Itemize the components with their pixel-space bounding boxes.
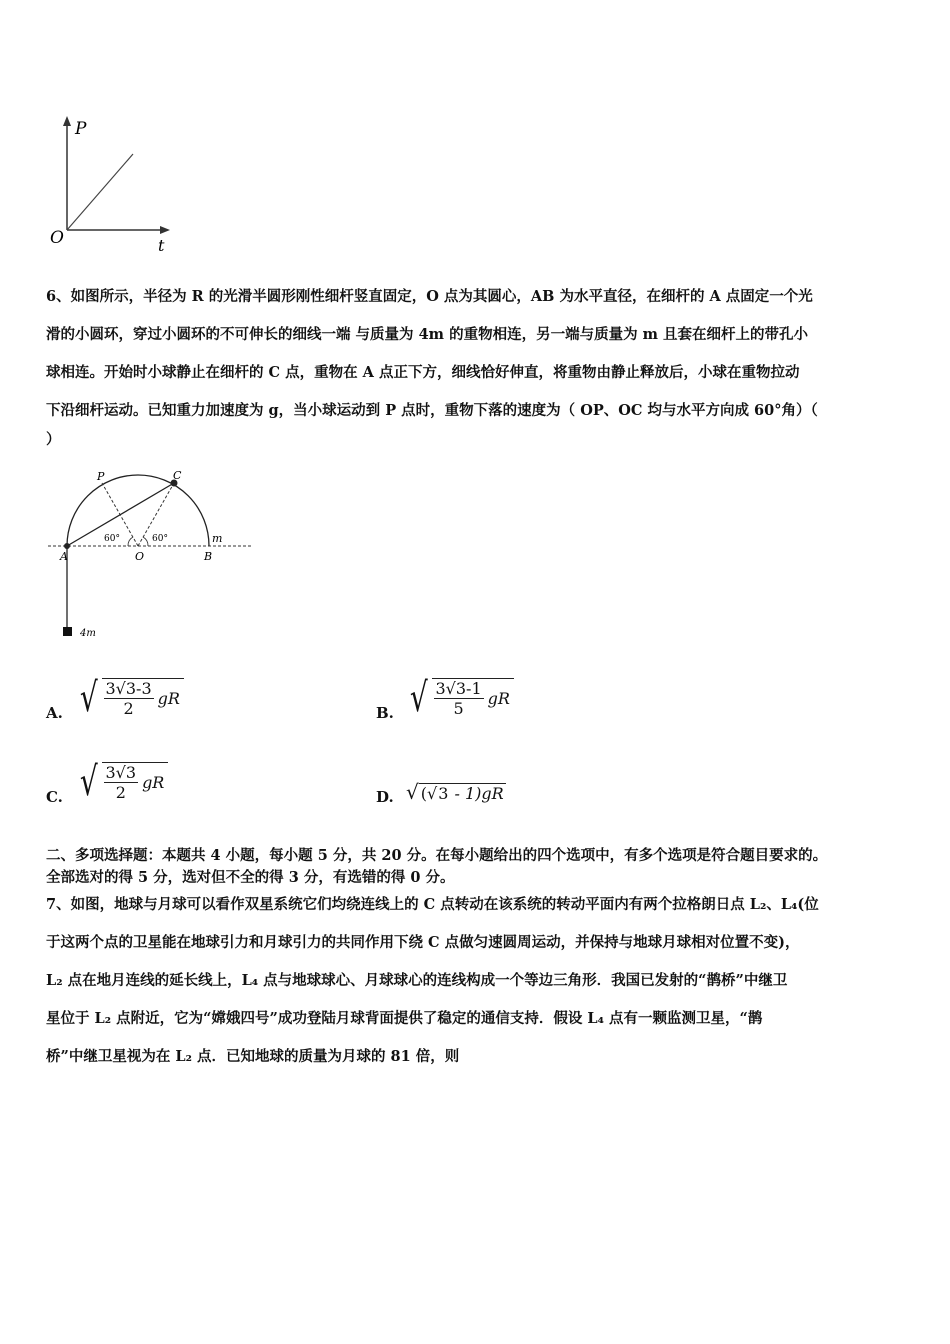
label-o: O [135, 550, 145, 563]
option-b-tail: gR [487, 689, 510, 708]
q6-line: 球相连。开始时小球静止在细杆的 C 点，重物在 A 点正下方，细线恰好伸直，将重物由静止释放后，小球在重物拉动 [46, 364, 800, 381]
option-d-label: D. [376, 788, 394, 806]
option-c-formula: √ $\frac{3√3}{2}$ gR [76, 762, 168, 802]
q6-line: 下沿细杆运动。已知重力加速度为 g，当小球运动到 P 点时，重物下落的速度为（ OP、OC 均与水平方向成 60°角）（ [46, 402, 818, 419]
y-axis-arrow [63, 116, 71, 126]
option-b-label: B. [376, 704, 394, 722]
option-c-numerator: 3√3 [105, 763, 137, 782]
option-b-formula: √ $\frac{3√3-1}{5}$ gR [406, 678, 514, 718]
x-axis-label: t [158, 236, 165, 255]
section-2-line: 二、多项选择题：本题共 4 小题，每小题 5 分，共 20 分。在每小题给出的四个选项中，有多个选项是符合题目要求的。 [46, 847, 828, 864]
small-ring-a [64, 543, 70, 549]
option-a-label: A. [46, 704, 63, 722]
question-6-text [46, 278, 908, 450]
option-a-denominator: 2 [123, 699, 134, 718]
option-d-rest: - 1)gR [449, 784, 504, 803]
x-axis-arrow [160, 226, 170, 234]
q6-line: 6、如图所示，半径为 R 的光滑半圆形刚性细杆竖直固定，O 点为其圆心，AB 为水平直径，在细杆的 A 点固定一个光 [46, 288, 813, 305]
q7-line: 星位于 L₂ 点附近，它为“嫦娥四号”成功登陆月球背面提供了稳定的通信支持．假设 L₄ 点有一颗监测卫星，“鹊 [46, 1010, 763, 1027]
angle-label-right: 60° [152, 534, 168, 544]
origin-label: O [50, 228, 64, 248]
semicircle-figure [40, 462, 270, 647]
section-2-instructions [46, 846, 908, 891]
q7-line: 桥”中继卫星视为在 L₂ 点．已知地球的质量为月球的 81 倍，则 [46, 1048, 460, 1065]
semicircle-rod [67, 475, 209, 546]
p-t-line [67, 154, 133, 230]
y-axis-label: P [75, 119, 87, 139]
option-a-tail: gR [157, 689, 180, 708]
label-4m: 4m [80, 628, 96, 639]
label-a: A [60, 550, 68, 563]
section-2-line: 全部选对的得 5 分，选对但不全的得 3 分，有选错的得 0 分。 [46, 869, 455, 886]
option-c-tail: gR [142, 773, 165, 792]
label-m: m [212, 532, 223, 545]
option-d-formula: √ (√3 - 1)gR [406, 780, 504, 804]
option-c-denominator: 2 [115, 783, 126, 802]
angle-label-left: 60° [104, 534, 120, 544]
option-a-numerator: 3√3-3 [105, 679, 152, 698]
label-p: P [97, 470, 105, 483]
label-b: B [204, 550, 213, 563]
weight-block [63, 627, 72, 636]
q7-line: 于这两个点的卫星能在地球引力和月球引力的共同作用下绕 C 点做匀速圆周运动，并保持与地球月球相对位置不变)， [46, 934, 800, 951]
angle-arc-right [143, 537, 148, 546]
angle-arc-left [128, 537, 133, 546]
option-d-open: ( [420, 784, 427, 803]
q6-line: 滑的小圆环，穿过小圆环的不可伸长的细线一端 与质量为 4m 的重物相连，另一端与质量为 m 且套在细杆上的带孔小 [46, 326, 809, 343]
option-b-numerator: 3√3-1 [435, 679, 482, 698]
q7-line: L₂ 点在地月连线的延长线上，L₄ 点与地球球心、月球球心的连线构成一个等边三角形．我国已发射的“鹊桥”中继卫 [46, 972, 788, 989]
q6-line: ） [46, 431, 61, 448]
option-a-formula: √ $\frac{3√3-3}{2}$ gR [76, 678, 184, 718]
pt-graph [45, 110, 185, 255]
option-d-radicand: 3 [438, 784, 449, 803]
option-c-label: C. [46, 788, 63, 806]
label-c: C [173, 469, 182, 482]
question-7-text [46, 886, 908, 1076]
q7-line: 7、如图，地球与月球可以看作双星系统它们均绕连线上的 C 点转动在该系统的转动平面内有两个拉格朗日点 L₂、L₄(位 [46, 896, 819, 913]
option-b-denominator: 5 [453, 699, 464, 718]
